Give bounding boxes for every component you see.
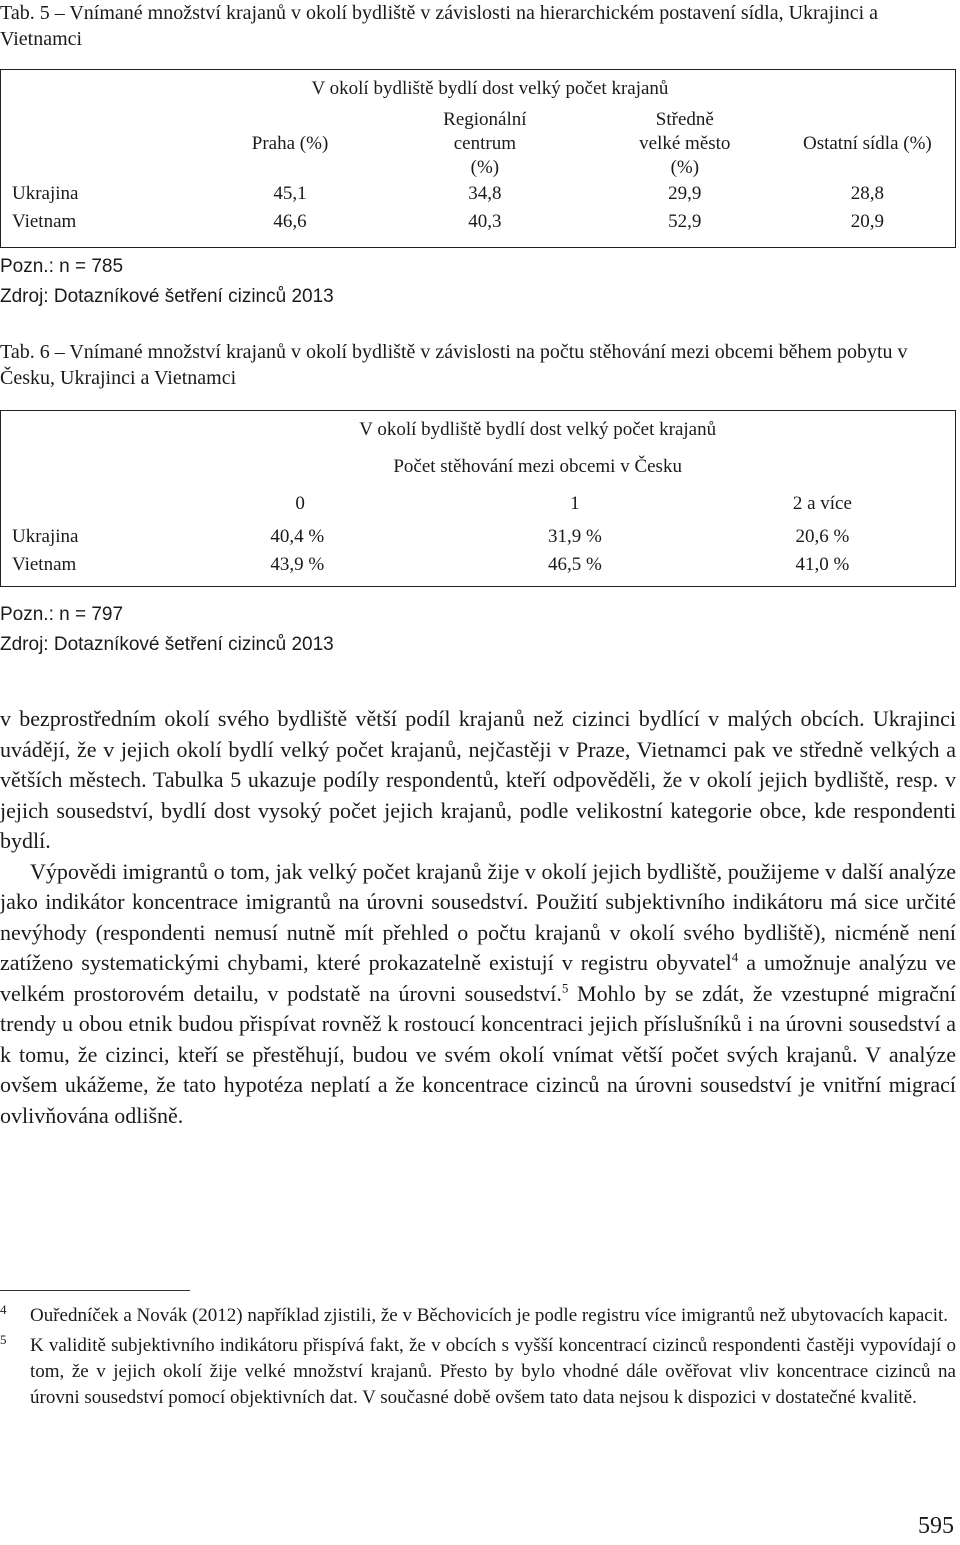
paragraph xyxy=(0,857,956,1132)
row-label: Ukrajina xyxy=(12,182,79,204)
table-cell: 40,3 xyxy=(468,210,502,232)
paragraph-text: a umožnuje analýzu ve velkém prostorovém detailu, v podstatě na úrovni sousedství. xyxy=(0,950,956,1006)
table6-col-header: 1 xyxy=(570,492,580,514)
table5-group-header-row xyxy=(1,70,956,108)
table6-group-header: V okolí bydliště bydlí dost velký počet krajanů xyxy=(359,418,717,440)
body-text xyxy=(0,704,956,1131)
row-label: Vietnam xyxy=(12,210,77,232)
table6-sub-header-row xyxy=(1,449,956,485)
table5-col-header: Praha (%) xyxy=(251,132,329,154)
footnote-divider xyxy=(0,1290,190,1291)
table-cell: 34,8 xyxy=(468,182,502,204)
table5-caption: Tab. 5 – Vnímané množství krajanů v okolí bydliště v závislosti na hierarchickém postavení sídla, Ukrajinci a Vietnamci xyxy=(0,2,879,50)
table6-source: Zdroj: Dotazníkové šetření cizinců 2013 xyxy=(0,634,334,655)
paragraph-text: Mohlo by se zdát, že vzestupné migrační trendy u obou etnik budou přispívat rovněž k rostoucí koncentraci jejich příslušníků i na úrovni sousedství a k tomu, že cizinci, kteří se přestěhují, budou ve svém okolí vnímat větší počet svých krajanů. V analýze ovšem ukážeme, že tato hypotéza neplatí a že koncentrace cizinců na úrovni sousedství je vnitřní migrací ovlivňována odlišně. xyxy=(0,980,956,1128)
table5 xyxy=(0,69,956,248)
table-row xyxy=(1,180,956,208)
table5-column-header-row xyxy=(1,108,956,180)
footnote-text: Ouředníček a Novák (2012) například zjistili, že v Běchovicích je podle registru více imigrantů než ubytovacích kapacit. xyxy=(30,1305,949,1326)
footnote-mark: 5 xyxy=(0,1332,7,1347)
table5-group-header: V okolí bydliště bydlí dost velký počet krajanů xyxy=(311,77,669,99)
table6-sub-header: Počet stěhování mezi obcemi v Česku xyxy=(393,455,682,477)
table-cell: 20,6 % xyxy=(795,525,850,547)
paragraph: v bezprostředním okolí svého bydliště větší podíl krajanů než cizinci bydlící v malých obcích. Ukrajinci uvádějí, že v jejich okolí bydlí velký počet krajanů, nejčastěji v Praze, Vietnamci pak ve středně velkých a větších městech. Tabulka 5 ukazuje podíly respondentů, kteří odpověděli, že v okolí jejich bydliště, resp. v jejich sousedství, bydlí dost vysoký počet jejich krajanů, podle velikostní kategorie obce, kde respondenti bydlí. xyxy=(0,706,956,853)
table6 xyxy=(0,410,956,587)
footnote xyxy=(0,1303,956,1329)
table-cell: 40,4 % xyxy=(270,525,325,547)
table6-column-header-row xyxy=(1,485,956,523)
table-cell: 43,9 % xyxy=(270,553,325,575)
table-row xyxy=(1,523,956,551)
table-cell: 52,9 xyxy=(668,210,702,232)
table5-notes xyxy=(0,252,334,312)
table6-col-header: 0 xyxy=(295,492,305,514)
footnote-text: K validitě subjektivního indikátoru přispívá fakt, že v obcích s vyšší koncentrací cizinců respondenti častěji vypovídají o tom, že v jejich okolí žije velké množství krajanů. Přesto by bylo vhodné dále ověřovat vliv koncentrace cizinců na úrovni sousedství pomocí objektivních dat. V současné době ovšem tato data nejsou k dispozici v dostatečné kvalitě. xyxy=(30,1335,956,1408)
row-label: Vietnam xyxy=(12,553,77,575)
row-label: Ukrajina xyxy=(12,525,79,547)
table-row xyxy=(1,551,956,587)
footnote xyxy=(0,1333,956,1411)
table-cell: 41,0 % xyxy=(795,553,850,575)
table6-note: Pozn.: n = 797 xyxy=(0,604,124,625)
table-row xyxy=(1,208,956,248)
footnote-ref[interactable]: 4 xyxy=(731,949,739,965)
table6-group-header-row xyxy=(1,411,956,449)
table5-col-header: Ostatní sídla (%) xyxy=(802,132,932,154)
table5-col-header: Regionální centrum (%) xyxy=(443,108,527,178)
table-cell: 29,9 xyxy=(668,182,702,204)
table-cell: 31,9 % xyxy=(548,525,602,547)
table5-source: Zdroj: Dotazníkové šetření cizinců 2013 xyxy=(0,286,334,307)
footnote-mark: 4 xyxy=(0,1302,7,1317)
footnotes xyxy=(0,1303,956,1415)
table-cell: 20,9 xyxy=(850,210,884,232)
footnote-ref[interactable]: 5 xyxy=(561,980,569,996)
table6-notes xyxy=(0,600,334,660)
table-cell: 28,8 xyxy=(850,182,884,204)
table-cell: 45,1 xyxy=(273,182,307,204)
table-cell: 46,6 xyxy=(273,210,307,232)
paragraph-text: Výpovědi imigrantů o tom, jak velký počet krajanů žije v okolí jejich bydliště, použijeme v další analýze jako indikátor koncentrace imigrantů na úrovni sousedství. Použití subjektivního indikátoru má sice určité nevýhody (respondenti nemusí nutně mít přehled o počtu krajanů v okolí svého bydliště), nicméně není zatíženo systematickými chybami, které prokazatelně existují v registru obyvatel xyxy=(0,858,956,975)
table-cell: 46,5 % xyxy=(548,553,602,575)
table5-note: Pozn.: n = 785 xyxy=(0,256,124,277)
table6-caption: Tab. 6 – Vnímané množství krajanů v okolí bydliště v závislosti na počtu stěhování mezi obcemi během pobytu v Česku, Ukrajinci a Vietnamci xyxy=(0,341,908,389)
table5-col-header: Středně velké město (%) xyxy=(639,108,731,178)
page-number: 595 xyxy=(918,1513,954,1539)
table6-col-header: 2 a více xyxy=(792,492,852,514)
